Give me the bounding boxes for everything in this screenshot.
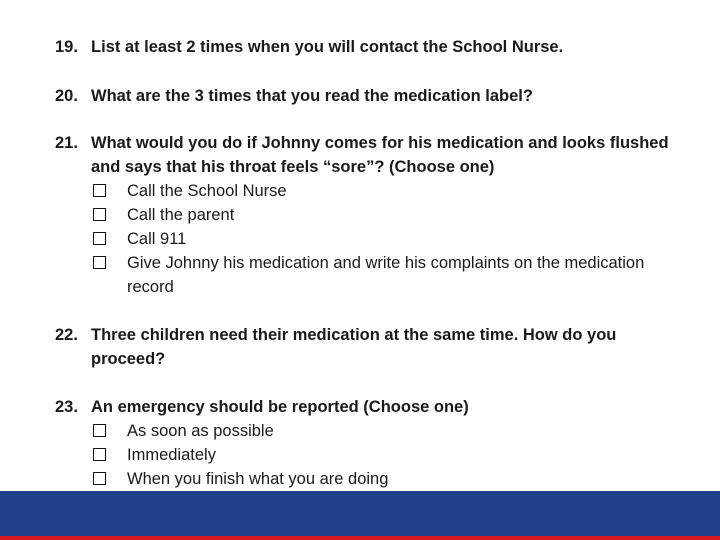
option-label: Immediately bbox=[127, 446, 216, 464]
checkbox-icon[interactable] bbox=[93, 256, 106, 269]
option-item[interactable] bbox=[91, 227, 681, 251]
question-number: 20. bbox=[55, 87, 78, 105]
checkbox-icon[interactable] bbox=[93, 232, 106, 245]
option-item[interactable] bbox=[91, 419, 681, 443]
question-19 bbox=[55, 35, 675, 59]
option-item[interactable] bbox=[91, 179, 681, 203]
question-22 bbox=[55, 323, 675, 371]
question-number: 21. bbox=[55, 134, 78, 152]
question-21-options bbox=[91, 179, 681, 299]
question-20 bbox=[55, 84, 675, 108]
option-item[interactable] bbox=[91, 467, 681, 491]
option-item[interactable] bbox=[91, 443, 681, 467]
option-label: When you finish what you are doing bbox=[127, 470, 389, 488]
question-23 bbox=[55, 395, 675, 419]
question-text: Three children need their medication at the same time. How do you proceed? bbox=[91, 326, 617, 368]
option-item[interactable] bbox=[91, 203, 681, 227]
question-21 bbox=[55, 131, 675, 179]
question-text: What would you do if Johnny comes for his medication and looks flushed and says that his throat feels “sore”? (Choose one) bbox=[91, 134, 669, 176]
question-text: An emergency should be reported (Choose one) bbox=[91, 398, 469, 416]
footer-band bbox=[0, 491, 720, 536]
question-number: 19. bbox=[55, 38, 78, 56]
footer-accent-line bbox=[0, 536, 720, 540]
question-23-options bbox=[91, 419, 681, 491]
option-label: Call the parent bbox=[127, 206, 235, 224]
option-label: Call 911 bbox=[127, 230, 187, 248]
checkbox-icon[interactable] bbox=[93, 448, 106, 461]
question-text: List at least 2 times when you will contact the School Nurse. bbox=[91, 38, 564, 56]
checkbox-icon[interactable] bbox=[93, 208, 106, 221]
question-number: 22. bbox=[55, 326, 78, 344]
checkbox-icon[interactable] bbox=[93, 424, 106, 437]
checkbox-icon[interactable] bbox=[93, 184, 106, 197]
question-number: 23. bbox=[55, 398, 78, 416]
question-text: What are the 3 times that you read the medication label? bbox=[91, 87, 533, 105]
option-item[interactable] bbox=[91, 251, 681, 299]
option-label: Give Johnny his medication and write his complaints on the medication record bbox=[127, 254, 645, 296]
option-label: Call the School Nurse bbox=[127, 182, 287, 200]
option-label: As soon as possible bbox=[127, 422, 274, 440]
checkbox-icon[interactable] bbox=[93, 472, 106, 485]
